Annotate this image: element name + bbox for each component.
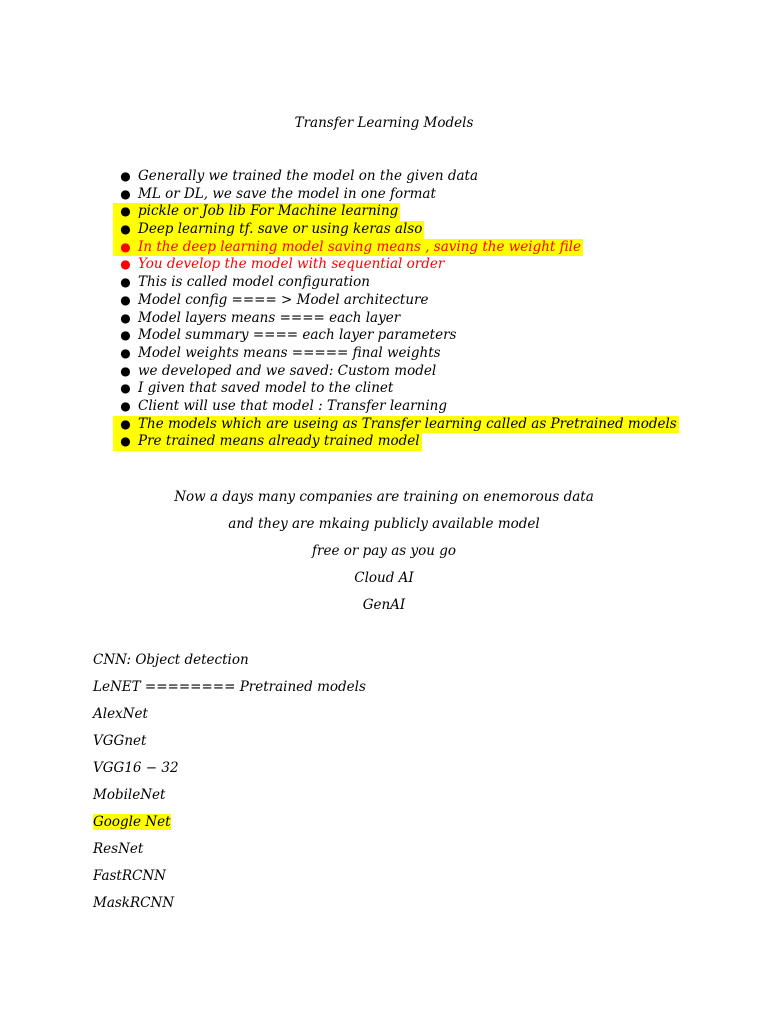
bullet-text: Model config ==== > Model architecture <box>138 291 429 308</box>
bullet-icon: ● <box>120 398 131 413</box>
centered-line-companies: Now a days many companies are training on enemorous data <box>174 489 594 505</box>
bullet-text: I given that saved model to the clinet <box>138 380 394 397</box>
model-list-item <box>93 867 166 885</box>
centered-line-public-model: and they are mkaing publicly available model <box>228 516 540 532</box>
bullet-text: Model layers means ==== each layer <box>138 309 401 326</box>
bullet-item <box>113 345 679 363</box>
model-list-text: VGGnet <box>93 733 147 749</box>
bullet-icon: ● <box>120 345 131 360</box>
bullet-text: Client will use that model : Transfer learning <box>138 397 447 414</box>
bullet-item <box>113 433 679 451</box>
model-list-item <box>93 813 171 831</box>
bullet-icon: ● <box>120 186 131 201</box>
bullet-text: Model summary ==== each layer parameters <box>138 327 457 344</box>
document-title: Transfer Learning Models <box>294 115 474 131</box>
bullet-icon: ● <box>120 275 131 290</box>
bullet-icon: ● <box>113 433 138 451</box>
model-list-text: MobileNet <box>93 787 166 803</box>
model-list-item <box>93 894 174 912</box>
model-list-text: FastRCNN <box>93 868 166 884</box>
bullet-item <box>113 256 679 274</box>
model-list-text: AlexNet <box>93 706 148 722</box>
model-list-item <box>93 732 146 750</box>
bullet-item <box>113 203 679 221</box>
centered-line-pricing: free or pay as you go <box>312 543 456 559</box>
bullet-item <box>113 292 679 310</box>
model-list-item <box>93 759 179 777</box>
model-list-text: LeNET ======== Pretrained models <box>93 679 366 695</box>
bullet-icon: ● <box>120 381 131 396</box>
bullet-icon: ● <box>113 203 138 221</box>
model-list-item <box>93 651 249 669</box>
bullet-item <box>113 186 679 204</box>
bullet-text: You develop the model with sequential order <box>138 256 445 273</box>
bullet-icon: ● <box>113 416 138 434</box>
model-list-text: CNN: Object detection <box>93 652 249 668</box>
bullet-item <box>113 327 679 345</box>
model-list-text: VGG16 − 32 <box>93 760 179 776</box>
model-list-item <box>93 840 143 858</box>
bullet-text: we developed and we saved: Custom model <box>138 362 437 379</box>
bullet-item <box>113 398 679 416</box>
model-list-text-highlighted: Google Net <box>93 814 171 830</box>
bullet-icon: ● <box>120 310 131 325</box>
bullet-item <box>113 363 679 381</box>
model-list-item <box>93 705 148 723</box>
bullet-text: This is called model configuration <box>138 274 370 291</box>
bullet-icon: ● <box>113 239 138 257</box>
bullet-icon: ● <box>113 221 138 239</box>
bullet-icon: ● <box>120 363 131 378</box>
bullet-text: In the deep learning model saving means , saving the weight file <box>138 238 581 255</box>
bullet-icon: ● <box>120 169 131 183</box>
model-list-item <box>93 786 165 804</box>
bullet-text: Pre trained means already trained model <box>138 433 420 450</box>
model-list-item <box>93 678 366 696</box>
bullet-icon: ● <box>120 257 131 272</box>
bullet-text: The models which are useing as Transfer learning called as Pretrained models <box>138 415 677 432</box>
bullet-item <box>113 274 679 292</box>
bullet-item <box>113 168 679 186</box>
bullet-item <box>113 416 679 434</box>
bullet-item <box>113 380 679 398</box>
bullet-list <box>113 168 679 451</box>
bullet-item <box>113 239 679 257</box>
bullet-text: ML or DL, we save the model in one format <box>138 185 436 202</box>
bullet-item <box>113 221 679 239</box>
centered-line-cloud-ai: Cloud AI <box>354 570 414 586</box>
bullet-item <box>113 310 679 328</box>
centered-line-genai: GenAI <box>362 597 406 613</box>
model-list-text: ResNet <box>93 841 144 857</box>
bullet-text: pickle or Job lib For Machine learning <box>138 203 399 220</box>
bullet-text: Generally we trained the model on the given data <box>138 168 479 184</box>
bullet-icon: ● <box>120 292 131 307</box>
bullet-text: Model weights means ===== final weights <box>138 344 441 361</box>
bullet-text: Deep learning tf. save or using keras also <box>138 221 423 238</box>
model-list-text: MaskRCNN <box>93 895 175 911</box>
bullet-icon: ● <box>120 328 131 343</box>
